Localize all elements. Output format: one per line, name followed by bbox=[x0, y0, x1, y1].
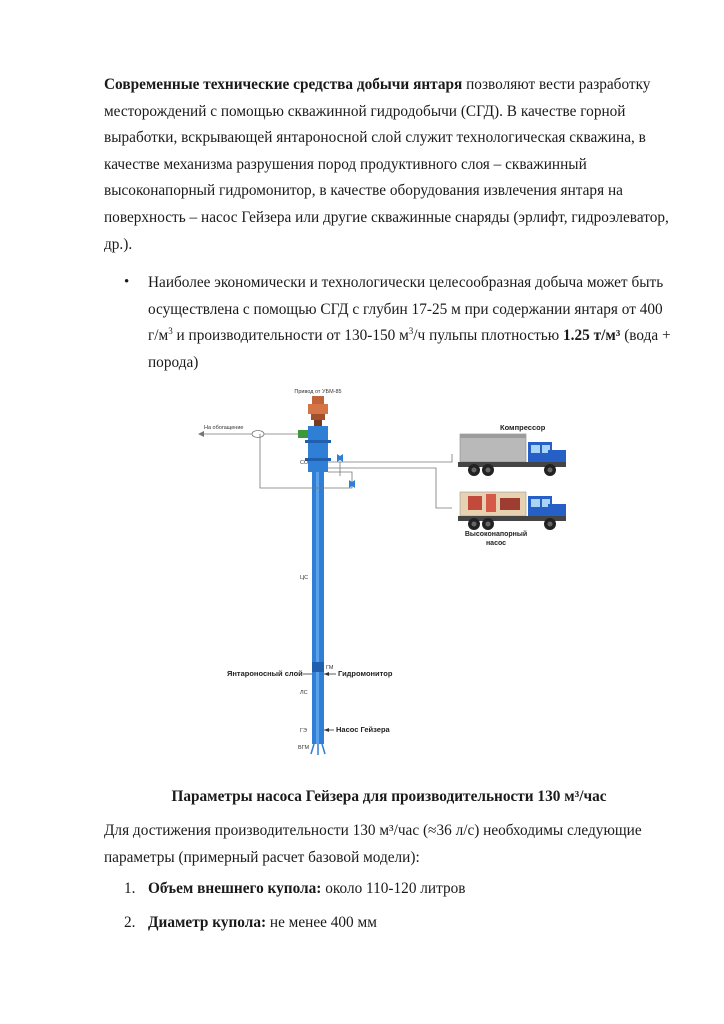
list-item-bold: Диаметр купола: bbox=[148, 914, 267, 931]
list-number: 2. bbox=[124, 914, 136, 931]
ge-label: ГЭ bbox=[300, 728, 307, 734]
section-title: Параметры насоса Гейзера для производительности 130 м³/час bbox=[171, 788, 607, 805]
pump-label-line-1: Высоконапорный bbox=[464, 531, 528, 538]
pump-label-line-2: насос bbox=[485, 540, 507, 547]
intro-text: позволяют вести разработку месторождений с помощью скважинной гидродобычи (СГД). В качестве горной выработки, вскрывающей янтароносной слой служит технологическая скважина, в качестве механизма разрушения пород продуктивного слоя – скважинный высоконапорный гидромонитор, в качестве оборудования извлечения янтаря на поверхность – насос Гейзера или другие скважинные снаряды (эрлифт, гидроэлеватор, др.). bbox=[104, 76, 669, 253]
enrichment-label: На обогащение bbox=[204, 425, 244, 431]
compressor-label: Компрессор bbox=[500, 423, 546, 432]
bullet-part-3: /ч пульпы плотностью bbox=[413, 327, 563, 345]
co-label: СО bbox=[300, 460, 309, 466]
compressor-truck-icon bbox=[458, 434, 566, 476]
cs-label: ЦС bbox=[300, 575, 309, 581]
arrow-left-icon bbox=[198, 431, 204, 437]
borehole-mining-diagram bbox=[190, 384, 590, 756]
bullet-marker: • bbox=[124, 274, 130, 290]
bullet-text bbox=[148, 270, 674, 376]
gm-label: ГМ bbox=[326, 665, 334, 671]
geyser-pump-label: Насос Гейзера bbox=[336, 725, 390, 734]
hydromonitor-label: Гидромонитор bbox=[338, 669, 393, 678]
requirements-paragraph: Для достижения производительности 130 м³/час (≈36 л/с) необходимы следующие параметры (примерный расчет базовой модели): bbox=[104, 822, 642, 866]
outlet-valve-icon bbox=[298, 430, 308, 438]
amber-layer-label: Янтароносный слой bbox=[227, 669, 303, 678]
bullet-density: 1.25 т/м³ bbox=[563, 327, 621, 345]
bullet-sup-2: 3 bbox=[408, 326, 414, 337]
wellhead bbox=[308, 426, 328, 472]
bullet-part-1: Наиболее экономически и технологически целесообразная добыча может быть осуществлена с помощью СГД с глубин 17-25 м при содержании янтаря от 400 г/м bbox=[148, 274, 664, 345]
vgm-label: ВГМ bbox=[298, 745, 310, 751]
intro-paragraph bbox=[104, 72, 674, 258]
bullet-sup-1: 3 bbox=[168, 326, 173, 337]
pump-truck-icon bbox=[458, 492, 566, 530]
bullet-part-4: (вода + порода) bbox=[148, 327, 671, 371]
ls-label: ЛС bbox=[300, 690, 308, 696]
list-item-text: не менее 400 мм bbox=[266, 914, 377, 931]
list-number: 1. bbox=[124, 880, 136, 897]
hydromonitor-section bbox=[312, 662, 324, 672]
list-item-bold: Объем внешнего купола: bbox=[148, 880, 322, 897]
drive-unit bbox=[308, 396, 328, 426]
drive-label: Привод от УБМ-85 bbox=[294, 389, 342, 395]
bullet-part-2: и производительности от 130-150 м bbox=[172, 327, 409, 345]
compressor-line bbox=[328, 454, 452, 462]
flow-meter-icon bbox=[252, 431, 264, 438]
intro-bold: Современные технические средства добычи янтаря bbox=[104, 76, 463, 93]
list-item-text: около 110-120 литров bbox=[321, 880, 466, 897]
